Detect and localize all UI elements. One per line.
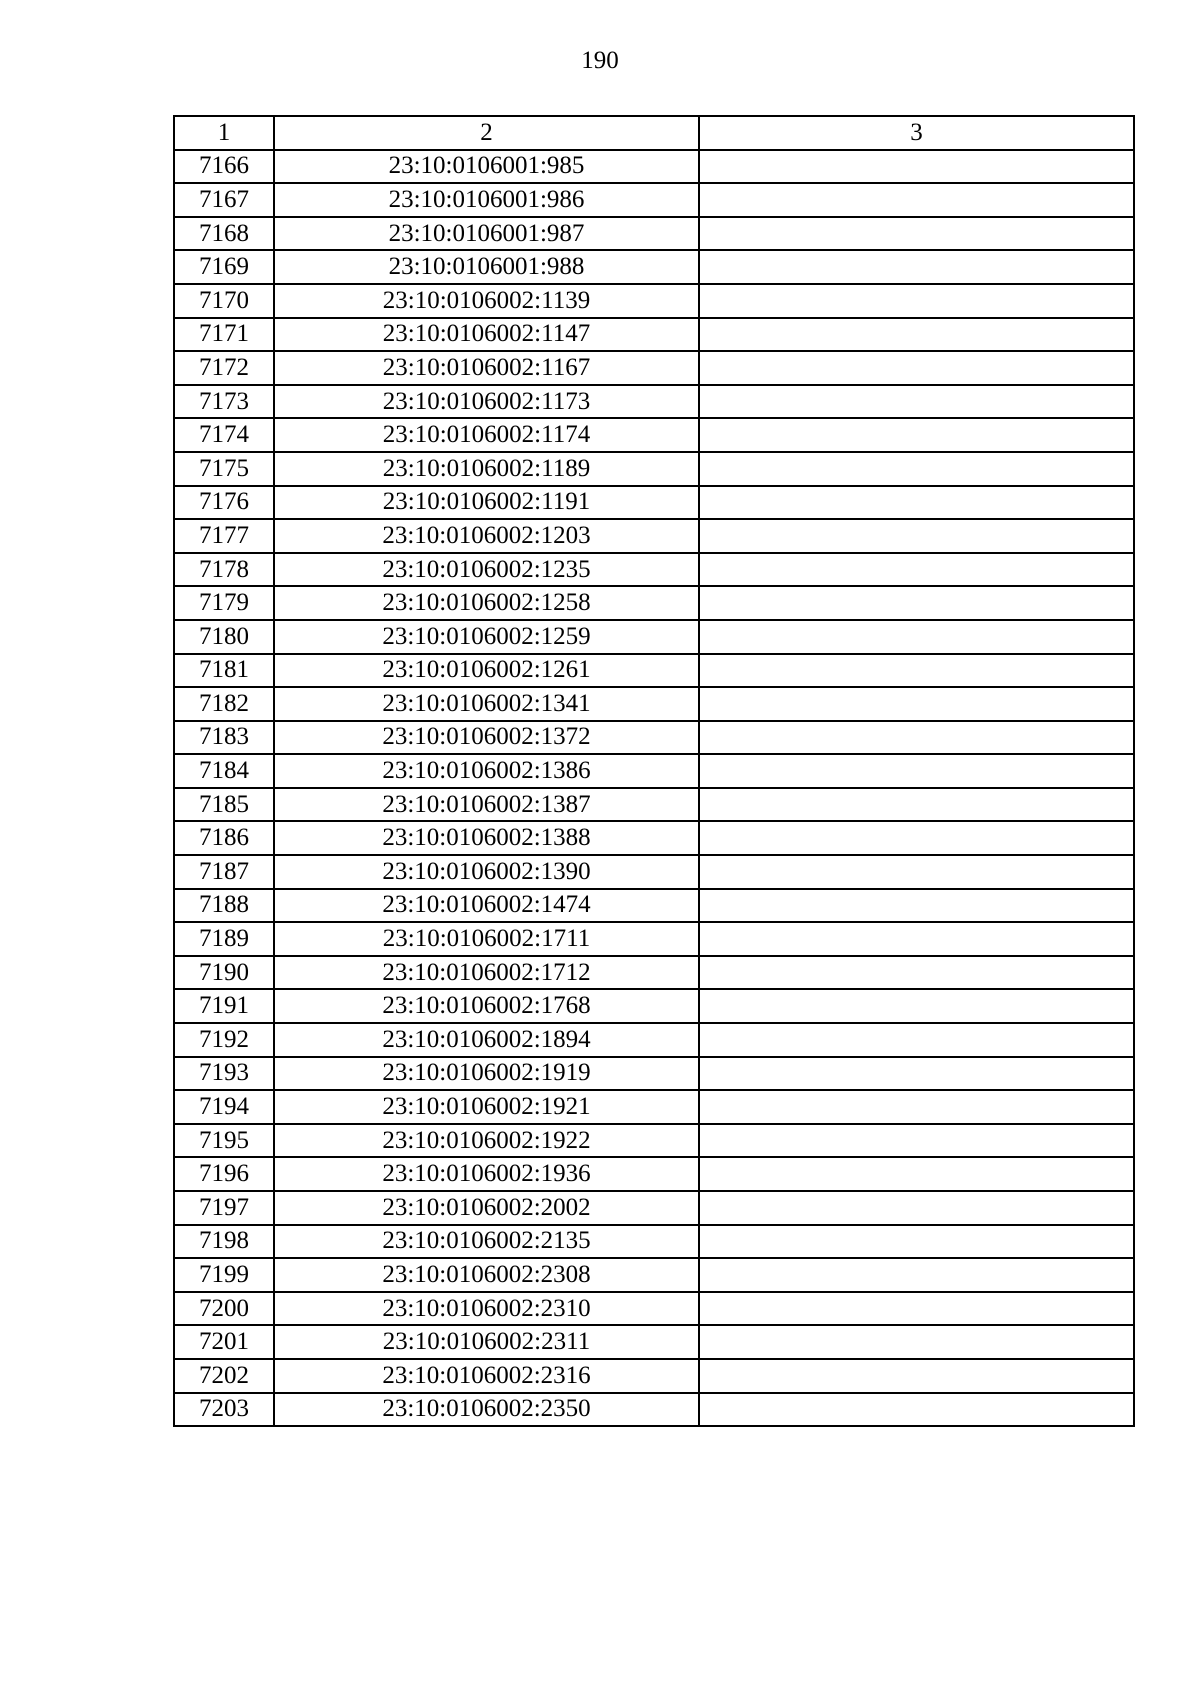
row-number-cell: 7185 (174, 788, 274, 822)
table-row (174, 1258, 1134, 1292)
header-cell-col-3: 3 (699, 116, 1134, 150)
cadastral-number-cell: 23:10:0106002:1921 (274, 1090, 699, 1124)
row-number-cell: 7203 (174, 1393, 274, 1427)
note-cell (699, 1124, 1134, 1158)
row-number-cell: 7177 (174, 519, 274, 553)
row-number-cell: 7188 (174, 889, 274, 923)
table-row (174, 1325, 1134, 1359)
cadastral-number-cell: 23:10:0106002:1372 (274, 721, 699, 755)
table-row (174, 922, 1134, 956)
table-row (174, 1057, 1134, 1091)
note-cell (699, 821, 1134, 855)
table-row (174, 150, 1134, 184)
row-number-cell: 7199 (174, 1258, 274, 1292)
note-cell (699, 553, 1134, 587)
note-cell (699, 1325, 1134, 1359)
row-number-cell: 7182 (174, 687, 274, 721)
row-number-cell: 7187 (174, 855, 274, 889)
cadastral-number-cell: 23:10:0106002:1147 (274, 318, 699, 352)
note-cell (699, 754, 1134, 788)
note-cell (699, 418, 1134, 452)
table-row (174, 989, 1134, 1023)
row-number-cell: 7167 (174, 183, 274, 217)
table-row (174, 620, 1134, 654)
row-number-cell: 7196 (174, 1157, 274, 1191)
cadastral-number-cell: 23:10:0106002:2002 (274, 1191, 699, 1225)
row-number-cell: 7172 (174, 351, 274, 385)
cadastral-number-cell: 23:10:0106002:1203 (274, 519, 699, 553)
table-row (174, 1191, 1134, 1225)
note-cell (699, 922, 1134, 956)
table-row (174, 385, 1134, 419)
table-row (174, 519, 1134, 553)
table-row (174, 788, 1134, 822)
cadastral-number-cell: 23:10:0106002:2311 (274, 1325, 699, 1359)
note-cell (699, 385, 1134, 419)
table-row (174, 721, 1134, 755)
table-row (174, 956, 1134, 990)
note-cell (699, 150, 1134, 184)
row-number-cell: 7168 (174, 217, 274, 251)
row-number-cell: 7181 (174, 654, 274, 688)
cadastral-number-cell: 23:10:0106002:1386 (274, 754, 699, 788)
row-number-cell: 7201 (174, 1325, 274, 1359)
note-cell (699, 1057, 1134, 1091)
note-cell (699, 1023, 1134, 1057)
row-number-cell: 7189 (174, 922, 274, 956)
table-row (174, 1359, 1134, 1393)
note-cell (699, 1225, 1134, 1259)
cadastral-number-cell: 23:10:0106002:2316 (274, 1359, 699, 1393)
cadastral-number-cell: 23:10:0106002:1173 (274, 385, 699, 419)
note-cell (699, 284, 1134, 318)
cadastral-number-cell: 23:10:0106001:985 (274, 150, 699, 184)
cadastral-number-cell: 23:10:0106002:1388 (274, 821, 699, 855)
cadastral-number-cell: 23:10:0106002:1259 (274, 620, 699, 654)
row-number-cell: 7179 (174, 586, 274, 620)
row-number-cell: 7184 (174, 754, 274, 788)
table-row (174, 452, 1134, 486)
header-row (174, 116, 1134, 150)
note-cell (699, 351, 1134, 385)
cadastral-number-cell: 23:10:0106002:1894 (274, 1023, 699, 1057)
note-cell (699, 1157, 1134, 1191)
note-cell (699, 855, 1134, 889)
cadastral-number-cell: 23:10:0106002:2308 (274, 1258, 699, 1292)
row-number-cell: 7176 (174, 486, 274, 520)
cadastral-number-cell: 23:10:0106002:1341 (274, 687, 699, 721)
note-cell (699, 788, 1134, 822)
row-number-cell: 7183 (174, 721, 274, 755)
note-cell (699, 1090, 1134, 1124)
cadastral-number-cell: 23:10:0106002:1167 (274, 351, 699, 385)
row-number-cell: 7200 (174, 1292, 274, 1326)
cadastral-number-cell: 23:10:0106001:987 (274, 217, 699, 251)
cadastral-number-cell: 23:10:0106002:1936 (274, 1157, 699, 1191)
row-number-cell: 7202 (174, 1359, 274, 1393)
note-cell (699, 1191, 1134, 1225)
cadastral-number-cell: 23:10:0106002:1174 (274, 418, 699, 452)
cadastral-number-cell: 23:10:0106002:1261 (274, 654, 699, 688)
cadastral-number-cell: 23:10:0106002:1711 (274, 922, 699, 956)
table-row (174, 821, 1134, 855)
note-cell (699, 452, 1134, 486)
note-cell (699, 486, 1134, 520)
row-number-cell: 7180 (174, 620, 274, 654)
table-row (174, 486, 1134, 520)
note-cell (699, 956, 1134, 990)
cadastral-number-cell: 23:10:0106002:1235 (274, 553, 699, 587)
table-row (174, 586, 1134, 620)
table-row (174, 1157, 1134, 1191)
cadastral-number-cell: 23:10:0106002:1712 (274, 956, 699, 990)
row-number-cell: 7195 (174, 1124, 274, 1158)
row-number-cell: 7170 (174, 284, 274, 318)
note-cell (699, 586, 1134, 620)
cadastral-number-cell: 23:10:0106002:2310 (274, 1292, 699, 1326)
page-number: 190 (581, 47, 619, 74)
row-number-cell: 7166 (174, 150, 274, 184)
header-cell-col-1: 1 (174, 116, 274, 150)
table-row (174, 1023, 1134, 1057)
table-row (174, 284, 1134, 318)
table-row (174, 250, 1134, 284)
note-cell (699, 183, 1134, 217)
table-row (174, 1292, 1134, 1326)
table-body (174, 150, 1134, 1427)
row-number-cell: 7178 (174, 553, 274, 587)
note-cell (699, 1292, 1134, 1326)
row-number-cell: 7169 (174, 250, 274, 284)
table-row (174, 418, 1134, 452)
table-row (174, 889, 1134, 923)
row-number-cell: 7191 (174, 989, 274, 1023)
header-cell-col-2: 2 (274, 116, 699, 150)
cadastral-number-cell: 23:10:0106002:1191 (274, 486, 699, 520)
row-number-cell: 7194 (174, 1090, 274, 1124)
table-row (174, 1393, 1134, 1427)
note-cell (699, 654, 1134, 688)
cadastral-number-cell: 23:10:0106002:1919 (274, 1057, 699, 1091)
table-row (174, 553, 1134, 587)
cadastral-number-cell: 23:10:0106001:986 (274, 183, 699, 217)
note-cell (699, 989, 1134, 1023)
note-cell (699, 889, 1134, 923)
note-cell (699, 1359, 1134, 1393)
cadastral-number-cell: 23:10:0106002:2135 (274, 1225, 699, 1259)
cadastral-number-cell: 23:10:0106002:1474 (274, 889, 699, 923)
table-row (174, 318, 1134, 352)
cadastral-number-cell: 23:10:0106002:1768 (274, 989, 699, 1023)
cadastral-number-cell: 23:10:0106002:1390 (274, 855, 699, 889)
note-cell (699, 620, 1134, 654)
table-row (174, 1124, 1134, 1158)
row-number-cell: 7174 (174, 418, 274, 452)
row-number-cell: 7190 (174, 956, 274, 990)
table-row (174, 183, 1134, 217)
cadastral-number-cell: 23:10:0106002:1922 (274, 1124, 699, 1158)
cadastral-number-cell: 23:10:0106002:1189 (274, 452, 699, 486)
registry-table (173, 115, 1135, 1427)
cadastral-number-cell: 23:10:0106001:988 (274, 250, 699, 284)
cadastral-number-cell: 23:10:0106002:2350 (274, 1393, 699, 1427)
table-row (174, 654, 1134, 688)
row-number-cell: 7173 (174, 385, 274, 419)
row-number-cell: 7197 (174, 1191, 274, 1225)
row-number-cell: 7186 (174, 821, 274, 855)
table-row (174, 217, 1134, 251)
cadastral-number-cell: 23:10:0106002:1258 (274, 586, 699, 620)
note-cell (699, 318, 1134, 352)
row-number-cell: 7175 (174, 452, 274, 486)
row-number-cell: 7193 (174, 1057, 274, 1091)
table-row (174, 687, 1134, 721)
table-header (174, 116, 1134, 150)
note-cell (699, 687, 1134, 721)
note-cell (699, 217, 1134, 251)
note-cell (699, 721, 1134, 755)
cadastral-number-cell: 23:10:0106002:1387 (274, 788, 699, 822)
note-cell (699, 250, 1134, 284)
note-cell (699, 519, 1134, 553)
table-row (174, 754, 1134, 788)
table-row (174, 855, 1134, 889)
note-cell (699, 1258, 1134, 1292)
row-number-cell: 7171 (174, 318, 274, 352)
table-row (174, 1090, 1134, 1124)
table-row (174, 351, 1134, 385)
cadastral-number-cell: 23:10:0106002:1139 (274, 284, 699, 318)
note-cell (699, 1393, 1134, 1427)
table-row (174, 1225, 1134, 1259)
row-number-cell: 7198 (174, 1225, 274, 1259)
row-number-cell: 7192 (174, 1023, 274, 1057)
